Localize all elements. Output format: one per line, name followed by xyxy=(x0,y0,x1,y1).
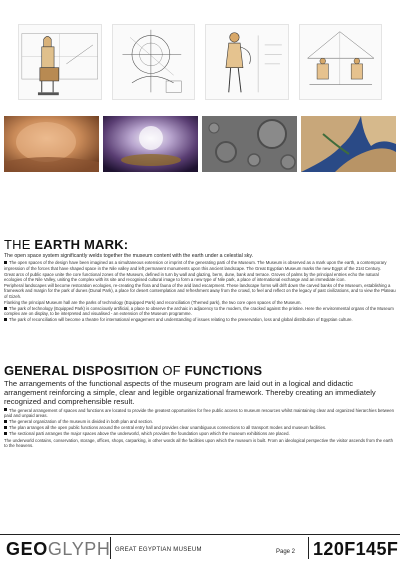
sand-dome-photo xyxy=(4,116,99,172)
earth-mark-title xyxy=(4,238,396,251)
functions-title-bold-1: GENERAL DISPOSITION xyxy=(4,363,159,378)
footer-divider xyxy=(308,537,309,559)
brand-bold: GEO xyxy=(6,539,48,559)
photo-row xyxy=(4,116,396,172)
sketch-row xyxy=(18,24,382,100)
bullet-square-icon xyxy=(4,432,7,435)
paragraph-text: The park of reconciliation will become a theatre for international engagement and understanding of issues relating to the preservation, loss and global distribution of Egyptian culture. xyxy=(9,317,353,323)
water-drop-photo xyxy=(103,116,198,172)
earth-mark-section xyxy=(4,238,396,323)
paragraph-text: The open spaces of the design have been imagined as a simultaneous extension or imprint of the generating parti of the Museum. The Museum is observed as a mark upon the earth, a contemporary impression of the forces that have shaped space in the Nile valley and left permanent monuments upon this ancient landscape. The Great Egyptian Museum marks the new Egypt of the 21st Century. xyxy=(4,260,387,271)
footer-divider xyxy=(110,537,111,559)
bullet-square-icon xyxy=(4,426,7,429)
body-paragraph xyxy=(4,425,396,430)
paragraph-text: Great arcs of public space unite the core functional zones of the Museum, defined in turn by wall and glazing, berm, dune, bank and terrace. Groves of palms by the principal entries echo the natural ecologies of the Nile Valley, uniting the complex with its site and recognised cultural image to form a new type of Nile park, a place of international exchange and an immediate icon. xyxy=(4,271,379,282)
project-name: GREAT EGYPTIAN MUSEUM xyxy=(115,547,202,553)
earth-mark-paragraphs xyxy=(4,260,396,322)
bullet-square-icon xyxy=(4,307,7,310)
functions-title-bold-2: FUNCTIONS xyxy=(184,363,263,378)
paragraph-text: The underworld contains, conservation, storage, offices, shops, carparking, in other words all the facilities upon which the museum is built. From an ideological perspective the visitor ascends from the earth to the heavens. xyxy=(4,437,393,448)
earth-mark-title-bold: EARTH MARK: xyxy=(34,237,129,252)
moon-craters-photo xyxy=(202,116,297,172)
paragraph-text: The plan arranges all the open public functions around the central entry hall and provides clear unambiguous connections to all transport modes and museum facilities. xyxy=(9,425,327,431)
paragraph-text: The sectional parti arranges the major spaces above the underworld, which provides the foundation upon which the museum exhibitions are placed. xyxy=(9,431,290,437)
paragraph-text: Peripheral landscapes will become restoration ecologies, re-creating the flora and fauna of the arid land escarpment. These landscape forms will drift down the carved banks of the Museum, establishing a framework and margin for the park of dunes (Dunal Park), a place for desert contemplation and refreshment away from the crowd, to feel and reflect on the legacy of past civilizations, and to view the Plateau of Gizeh. xyxy=(4,283,396,299)
functions-paragraphs xyxy=(4,408,396,448)
seated-figures-sketch-icon xyxy=(299,24,383,100)
body-paragraph xyxy=(4,260,396,270)
earth-mark-title-light: THE xyxy=(4,237,31,252)
bullet-square-icon xyxy=(4,261,7,264)
functions-title-light: OF xyxy=(162,363,181,378)
brand-light: GLYPH xyxy=(47,539,111,559)
nile-satellite-photo xyxy=(301,116,396,172)
project-code: 120F145F xyxy=(313,539,399,559)
body-paragraph xyxy=(4,419,396,424)
compass-circle-sketch-icon xyxy=(112,24,196,100)
standing-figure-sketch-icon xyxy=(205,24,289,100)
bullet-square-icon xyxy=(4,318,7,321)
body-paragraph xyxy=(4,317,396,322)
body-paragraph xyxy=(4,438,396,448)
seated-pharaoh-sketch-icon xyxy=(18,24,102,100)
earth-mark-lead: The open space system significantly welds together the museum content with the earth under a celestial sky. xyxy=(4,253,254,259)
bullet-square-icon xyxy=(4,408,7,411)
functions-title xyxy=(4,364,396,377)
footer xyxy=(0,534,400,562)
geoglyph-logo xyxy=(6,538,111,560)
body-paragraph xyxy=(4,300,396,305)
paragraph-text: The park of technology (Equipped Park) is consciously artificial, a place to observe the archaic in adjacency to the modern, the cracked against the pristine. Here the environmental organs of the Museum complex are on display, to be interpreted and visualised - an extension of the Museum programme. xyxy=(4,305,394,317)
body-paragraph xyxy=(4,283,396,299)
body-paragraph xyxy=(4,272,396,282)
page-number: Page 2 xyxy=(276,549,296,555)
paragraph-text: The general organization of the museum is divided in both plan and section. xyxy=(9,419,154,425)
paragraph-text: The general arrangement of spaces and functions are located to provide the greatest opportunities for free public access to museum resources whilst maintaining clear and organized hierarchies between paid and unpaid areas. xyxy=(4,407,395,418)
body-paragraph xyxy=(4,431,396,436)
functions-section xyxy=(4,364,396,448)
paragraph-text: Flanking the principal Museum hall are the parks of technology (Equipped Park) and reconciliation (Themed park), the two core open spaces of the Museum. xyxy=(4,299,302,305)
bullet-square-icon xyxy=(4,420,7,423)
body-paragraph xyxy=(4,306,396,316)
functions-lead: The arrangements of the functional aspects of the museum program are laid out in a logical and didactic arrangement reinforcing a simple, clear and legible organizational framework. Thereby creating an immediately recognized and comprehensible result. xyxy=(4,379,376,407)
body-paragraph xyxy=(4,408,396,418)
